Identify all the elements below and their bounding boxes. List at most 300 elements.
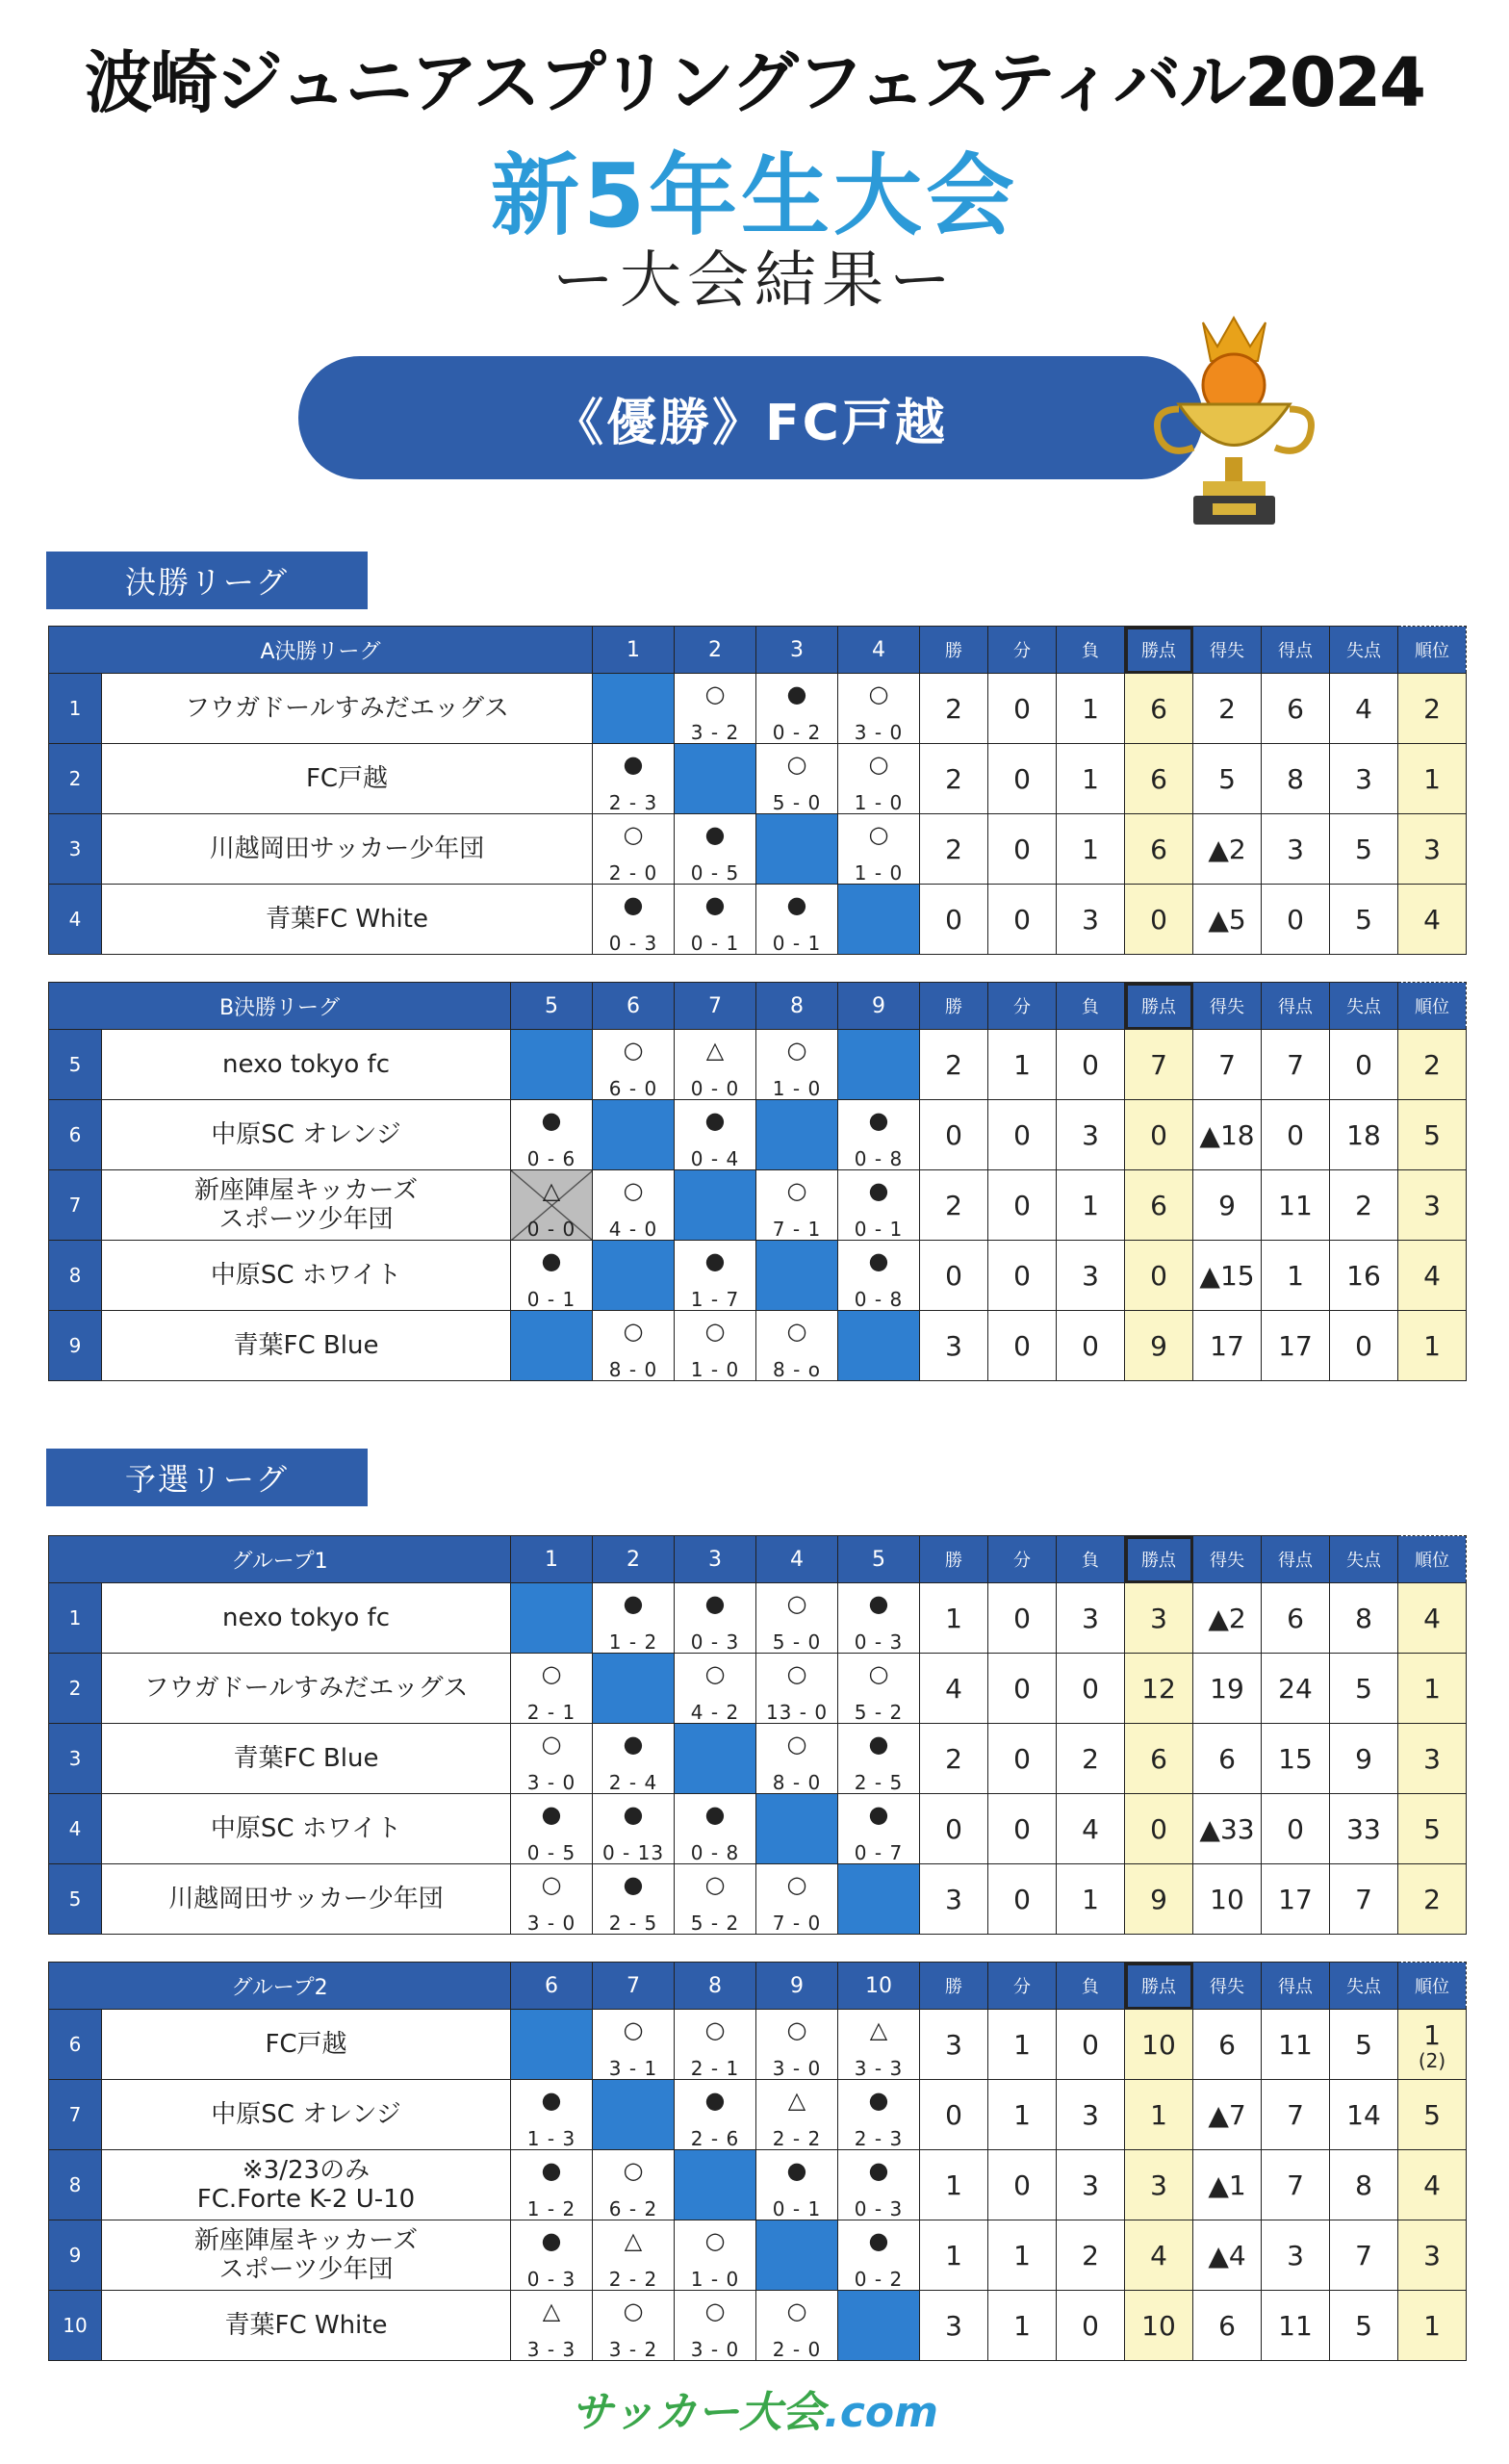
goals-against-value: 5 bbox=[1355, 1672, 1372, 1705]
draws bbox=[988, 885, 1057, 955]
match-result bbox=[593, 1794, 675, 1864]
goals-against bbox=[1330, 814, 1398, 885]
result-symbol: ○ bbox=[623, 821, 644, 848]
match-score: 3 - 0 bbox=[526, 1912, 576, 1935]
match-score: 2 - 4 bbox=[608, 1771, 658, 1794]
opponent-col-header: 7 bbox=[593, 1963, 675, 2010]
match-score: 0 - 0 bbox=[690, 1077, 740, 1100]
result-symbol: ● bbox=[704, 1247, 726, 1274]
goal-diff-value: ▲2 bbox=[1208, 1602, 1246, 1634]
rank bbox=[1398, 1724, 1467, 1794]
points-value: 0 bbox=[1150, 1812, 1167, 1845]
league-table-a bbox=[48, 626, 1467, 955]
league-name: グループ1 bbox=[49, 1536, 511, 1583]
match-result bbox=[675, 1654, 756, 1724]
match-score: 0 - 3 bbox=[854, 2197, 904, 2220]
match-score: 0 - 8 bbox=[690, 1841, 740, 1864]
goals-against-value: 9 bbox=[1355, 1742, 1372, 1775]
team-name: 中原SC ホワイト bbox=[102, 1794, 511, 1864]
match-score: 2 - 5 bbox=[608, 1912, 658, 1935]
rank-value: 1 bbox=[1423, 2018, 1441, 2051]
opponent-col-header: 10 bbox=[838, 1963, 920, 2010]
wins-value: 2 bbox=[945, 833, 962, 865]
rank bbox=[1398, 1864, 1467, 1935]
result-symbol: ● bbox=[786, 680, 807, 707]
match-result bbox=[593, 2150, 675, 2220]
rank-value: 2 bbox=[1423, 1883, 1441, 1915]
match-result bbox=[511, 1100, 593, 1170]
rank bbox=[1398, 2220, 1467, 2291]
draws bbox=[988, 744, 1057, 814]
losses-value: 3 bbox=[1082, 2169, 1099, 2201]
match-result bbox=[511, 2150, 593, 2220]
result-symbol: ○ bbox=[623, 1037, 644, 1064]
rank bbox=[1398, 1583, 1467, 1654]
losses bbox=[1057, 814, 1125, 885]
goals-against bbox=[1330, 674, 1398, 744]
team-name: ※3/23のみ FC.Forte K-2 U-10 bbox=[102, 2150, 511, 2220]
goal-diff-value: ▲1 bbox=[1208, 2169, 1246, 2201]
match-score: 2 - 1 bbox=[690, 2057, 740, 2080]
match-score: 1 - 2 bbox=[608, 1630, 658, 1654]
goals-against bbox=[1330, 1100, 1398, 1170]
match-result bbox=[675, 2080, 756, 2150]
rank-value: 3 bbox=[1423, 1189, 1441, 1221]
team-number: 3 bbox=[49, 814, 102, 885]
section-prelim-league: 予選リーグ bbox=[46, 1449, 368, 1506]
match-score: 5 - 2 bbox=[854, 1701, 904, 1724]
losses-value: 1 bbox=[1082, 833, 1099, 865]
losses-value: 1 bbox=[1082, 1883, 1099, 1915]
team-number: 9 bbox=[49, 1311, 102, 1381]
result-symbol: ○ bbox=[704, 1871, 726, 1898]
result-symbol: ○ bbox=[868, 1660, 889, 1687]
table-row bbox=[49, 2220, 1467, 2291]
points bbox=[1125, 674, 1193, 744]
result-symbol: △ bbox=[787, 2087, 806, 2114]
result-symbol: ○ bbox=[786, 1037, 807, 1064]
match-result bbox=[593, 1583, 675, 1654]
goal-diff bbox=[1193, 2150, 1262, 2220]
match-score: 0 - 3 bbox=[608, 932, 658, 955]
result-symbol: △ bbox=[542, 1177, 561, 1204]
goals-for bbox=[1262, 744, 1330, 814]
goals-against bbox=[1330, 1724, 1398, 1794]
losses-value: 0 bbox=[1082, 1048, 1099, 1081]
points-value: 9 bbox=[1150, 1883, 1167, 1915]
draws-value: 0 bbox=[1013, 833, 1031, 865]
stat-col-header: 順位 bbox=[1398, 1536, 1467, 1583]
team-name: 青葉FC White bbox=[102, 2291, 511, 2361]
draws bbox=[988, 2220, 1057, 2291]
goal-diff-value: 6 bbox=[1218, 1742, 1236, 1775]
match-result bbox=[675, 814, 756, 885]
draws-value: 0 bbox=[1013, 1812, 1031, 1845]
match-result bbox=[756, 2010, 838, 2080]
rank bbox=[1398, 814, 1467, 885]
goal-diff-value: ▲7 bbox=[1208, 2098, 1246, 2131]
stat-col-header: 得点 bbox=[1262, 1963, 1330, 2010]
draws bbox=[988, 674, 1057, 744]
goals-for-value: 15 bbox=[1278, 1742, 1313, 1775]
opponent-col-header: 7 bbox=[675, 983, 756, 1030]
result-symbol: ○ bbox=[786, 2297, 807, 2324]
rank-value: 5 bbox=[1423, 2098, 1441, 2131]
losses bbox=[1057, 1794, 1125, 1864]
match-result bbox=[675, 1794, 756, 1864]
draws-value: 1 bbox=[1013, 2098, 1031, 2131]
losses bbox=[1057, 1654, 1125, 1724]
points-value: 10 bbox=[1141, 2309, 1176, 2342]
goals-for-value: 7 bbox=[1287, 2098, 1304, 2131]
goal-diff-value: 2 bbox=[1218, 692, 1236, 725]
match-score: 0 - 4 bbox=[690, 1147, 740, 1170]
goals-for bbox=[1262, 814, 1330, 885]
team-name: 川越岡田サッカー少年団 bbox=[102, 1864, 511, 1935]
wins bbox=[920, 1794, 988, 1864]
result-symbol: ● bbox=[786, 2157, 807, 2184]
result-symbol: ● bbox=[868, 1801, 889, 1828]
wins-value: 0 bbox=[945, 1118, 962, 1151]
result-symbol: △ bbox=[705, 1037, 725, 1064]
result-symbol: △ bbox=[869, 2016, 888, 2043]
goal-diff-value: 7 bbox=[1218, 1048, 1236, 1081]
team-name: フウガドールすみだエッグス bbox=[102, 1654, 511, 1724]
goals-for-value: 11 bbox=[1278, 2028, 1313, 2061]
table-row bbox=[49, 1241, 1467, 1311]
draws bbox=[988, 1311, 1057, 1381]
goal-diff-value: ▲4 bbox=[1208, 2239, 1246, 2272]
table-row bbox=[49, 814, 1467, 885]
result-symbol: ○ bbox=[704, 2227, 726, 2254]
goals-for-value: 24 bbox=[1278, 1672, 1313, 1705]
draws-value: 0 bbox=[1013, 1883, 1031, 1915]
winner-text: 《優勝》FC戸越 bbox=[553, 394, 948, 452]
goal-diff bbox=[1193, 1794, 1262, 1864]
goals-for-value: 6 bbox=[1287, 692, 1304, 725]
goals-for bbox=[1262, 885, 1330, 955]
goals-for bbox=[1262, 1100, 1330, 1170]
stat-col-header: 負 bbox=[1057, 627, 1125, 674]
team-name: 新座陣屋キッカーズ スポーツ少年団 bbox=[102, 2220, 511, 2291]
losses bbox=[1057, 1311, 1125, 1381]
draws bbox=[988, 1654, 1057, 1724]
table-row bbox=[49, 1100, 1467, 1170]
losses-value: 0 bbox=[1082, 1329, 1099, 1362]
self-match-cell bbox=[838, 885, 920, 955]
points-value: 4 bbox=[1150, 2239, 1167, 2272]
wins bbox=[920, 1864, 988, 1935]
team-name: 中原SC ホワイト bbox=[102, 1241, 511, 1311]
match-result bbox=[675, 2010, 756, 2080]
goal-diff bbox=[1193, 1864, 1262, 1935]
match-score: 13 - 0 bbox=[765, 1701, 829, 1724]
wins bbox=[920, 1030, 988, 1100]
points bbox=[1125, 2150, 1193, 2220]
points-value: 0 bbox=[1150, 1259, 1167, 1292]
self-match-cell bbox=[756, 1241, 838, 1311]
goals-against-value: 5 bbox=[1355, 903, 1372, 936]
draws bbox=[988, 1794, 1057, 1864]
draws bbox=[988, 1100, 1057, 1170]
rank bbox=[1398, 2010, 1467, 2080]
self-match-cell bbox=[756, 814, 838, 885]
wins bbox=[920, 1170, 988, 1241]
team-number: 8 bbox=[49, 2150, 102, 2220]
losses bbox=[1057, 1724, 1125, 1794]
losses-value: 3 bbox=[1082, 1259, 1099, 1292]
match-score: 2 - 6 bbox=[690, 2127, 740, 2150]
result-symbol: ● bbox=[868, 2087, 889, 2114]
goal-diff bbox=[1193, 1583, 1262, 1654]
goals-against-value: 7 bbox=[1355, 1883, 1372, 1915]
losses bbox=[1057, 744, 1125, 814]
self-match-cell bbox=[593, 2080, 675, 2150]
losses bbox=[1057, 1864, 1125, 1935]
goal-diff bbox=[1193, 744, 1262, 814]
goals-against-value: 8 bbox=[1355, 2169, 1372, 2201]
goals-for-value: 7 bbox=[1287, 1048, 1304, 1081]
team-number: 6 bbox=[49, 2010, 102, 2080]
match-result bbox=[675, 2220, 756, 2291]
match-result bbox=[838, 2080, 920, 2150]
result-symbol: ● bbox=[541, 2157, 562, 2184]
wins-value: 2 bbox=[945, 692, 962, 725]
team-number: 7 bbox=[49, 1170, 102, 1241]
losses bbox=[1057, 2010, 1125, 2080]
section-final-league: 決勝リーグ bbox=[46, 552, 368, 609]
wins bbox=[920, 1724, 988, 1794]
result-symbol: ● bbox=[704, 821, 726, 848]
rank-value: 4 bbox=[1423, 2169, 1441, 2201]
goals-for bbox=[1262, 1864, 1330, 1935]
match-result bbox=[511, 1170, 593, 1241]
points-value: 10 bbox=[1141, 2028, 1176, 2061]
wins bbox=[920, 2291, 988, 2361]
wins-value: 2 bbox=[945, 762, 962, 795]
result-symbol: ○ bbox=[704, 2297, 726, 2324]
opponent-col-header: 5 bbox=[838, 1536, 920, 1583]
result-symbol: ● bbox=[623, 891, 644, 918]
match-score: 1 - 3 bbox=[526, 2127, 576, 2150]
rank-value: 4 bbox=[1423, 1259, 1441, 1292]
match-score: 7 - 0 bbox=[772, 1912, 822, 1935]
team-name: 中原SC オレンジ bbox=[102, 1100, 511, 1170]
team-name: 新座陣屋キッカーズ スポーツ少年団 bbox=[102, 1170, 511, 1241]
goal-diff bbox=[1193, 2220, 1262, 2291]
draws-value: 1 bbox=[1013, 2028, 1031, 2061]
match-score: 2 - 0 bbox=[772, 2338, 822, 2361]
draws bbox=[988, 1724, 1057, 1794]
result-symbol: ● bbox=[868, 1247, 889, 1274]
match-score: 2 - 2 bbox=[772, 2127, 822, 2150]
points bbox=[1125, 2220, 1193, 2291]
opponent-col-header: 6 bbox=[511, 1963, 593, 2010]
team-number: 6 bbox=[49, 1100, 102, 1170]
match-score: 1 - 0 bbox=[690, 2268, 740, 2291]
goals-for bbox=[1262, 1583, 1330, 1654]
wins-value: 0 bbox=[945, 2098, 962, 2131]
winner-banner bbox=[298, 356, 1203, 479]
result-symbol: ● bbox=[704, 1590, 726, 1617]
goals-for bbox=[1262, 674, 1330, 744]
losses-value: 3 bbox=[1082, 2098, 1099, 2131]
goals-against bbox=[1330, 885, 1398, 955]
match-result bbox=[593, 2220, 675, 2291]
draws-value: 1 bbox=[1013, 1048, 1031, 1081]
draws bbox=[988, 2291, 1057, 2361]
match-result bbox=[675, 2291, 756, 2361]
points bbox=[1125, 1654, 1193, 1724]
draws bbox=[988, 1241, 1057, 1311]
table-row bbox=[49, 1724, 1467, 1794]
result-symbol: ● bbox=[541, 1801, 562, 1828]
rank bbox=[1398, 1100, 1467, 1170]
match-result bbox=[838, 1241, 920, 1311]
wins bbox=[920, 885, 988, 955]
wins-value: 4 bbox=[945, 1672, 962, 1705]
wins-value: 0 bbox=[945, 903, 962, 936]
result-symbol: ○ bbox=[704, 1318, 726, 1345]
match-score: 0 - 1 bbox=[690, 932, 740, 955]
points-value: 6 bbox=[1150, 1742, 1167, 1775]
match-result bbox=[838, 674, 920, 744]
self-match-cell bbox=[838, 1311, 920, 1381]
table-row bbox=[49, 885, 1467, 955]
draws bbox=[988, 1864, 1057, 1935]
match-score: 0 - 2 bbox=[854, 2268, 904, 2291]
team-number: 1 bbox=[49, 1583, 102, 1654]
result-symbol: ● bbox=[868, 1731, 889, 1758]
self-match-cell bbox=[511, 2010, 593, 2080]
stat-col-header: 分 bbox=[988, 1536, 1057, 1583]
rank-value: 2 bbox=[1423, 1048, 1441, 1081]
goals-against bbox=[1330, 2010, 1398, 2080]
stat-col-header: 勝点 bbox=[1125, 983, 1193, 1030]
wins bbox=[920, 2010, 988, 2080]
match-result bbox=[593, 2291, 675, 2361]
match-score: 3 - 3 bbox=[854, 2057, 904, 2080]
result-symbol: ● bbox=[541, 2227, 562, 2254]
result-symbol: ○ bbox=[868, 751, 889, 778]
points bbox=[1125, 2291, 1193, 2361]
opponent-col-header: 9 bbox=[756, 1963, 838, 2010]
wins bbox=[920, 1311, 988, 1381]
rank-value: 1 bbox=[1423, 762, 1441, 795]
goals-against-value: 33 bbox=[1346, 1812, 1381, 1845]
stat-col-header: 勝点 bbox=[1125, 1963, 1193, 2010]
goals-for bbox=[1262, 1241, 1330, 1311]
footer-domain: .com bbox=[824, 2388, 938, 2437]
match-score: 0 - 5 bbox=[526, 1841, 576, 1864]
match-score: 5 - 2 bbox=[690, 1912, 740, 1935]
result-symbol: ○ bbox=[623, 1318, 644, 1345]
draws-value: 0 bbox=[1013, 1189, 1031, 1221]
table-row bbox=[49, 1864, 1467, 1935]
goal-diff-value: ▲15 bbox=[1199, 1259, 1255, 1292]
losses-value: 1 bbox=[1082, 692, 1099, 725]
rank bbox=[1398, 1170, 1467, 1241]
wins bbox=[920, 2080, 988, 2150]
stat-col-header: 得点 bbox=[1262, 1536, 1330, 1583]
self-match-cell bbox=[593, 674, 675, 744]
draws-value: 0 bbox=[1013, 2169, 1031, 2201]
opponent-col-header: 2 bbox=[593, 1536, 675, 1583]
goals-against bbox=[1330, 1030, 1398, 1100]
table-row bbox=[49, 1030, 1467, 1100]
stat-col-header: 分 bbox=[988, 983, 1057, 1030]
match-result bbox=[675, 1864, 756, 1935]
draws-value: 0 bbox=[1013, 903, 1031, 936]
goals-for-value: 0 bbox=[1287, 1118, 1304, 1151]
match-result bbox=[593, 814, 675, 885]
points-value: 6 bbox=[1150, 692, 1167, 725]
result-symbol: ○ bbox=[786, 1590, 807, 1617]
result-symbol: ● bbox=[541, 1107, 562, 1134]
stat-col-header: 分 bbox=[988, 627, 1057, 674]
result-symbol: ● bbox=[704, 891, 726, 918]
self-match-cell bbox=[838, 1030, 920, 1100]
match-score: 1 - 0 bbox=[772, 1077, 822, 1100]
losses bbox=[1057, 674, 1125, 744]
opponent-col-header: 6 bbox=[593, 983, 675, 1030]
table-row bbox=[49, 2150, 1467, 2220]
match-result bbox=[593, 1311, 675, 1381]
rank bbox=[1398, 1241, 1467, 1311]
result-symbol: ● bbox=[868, 2227, 889, 2254]
match-score: 7 - 1 bbox=[772, 1218, 822, 1241]
match-score: 3 - 0 bbox=[772, 2057, 822, 2080]
goals-against bbox=[1330, 1241, 1398, 1311]
self-match-cell bbox=[756, 2220, 838, 2291]
match-result bbox=[511, 2291, 593, 2361]
match-score: 3 - 2 bbox=[608, 2338, 658, 2361]
league-table-b bbox=[48, 982, 1467, 1381]
match-result bbox=[511, 1864, 593, 1935]
team-number: 10 bbox=[49, 2291, 102, 2361]
goals-for-value: 17 bbox=[1278, 1329, 1313, 1362]
result-symbol: ○ bbox=[868, 821, 889, 848]
match-score: 3 - 2 bbox=[690, 721, 740, 744]
wins-value: 2 bbox=[945, 1048, 962, 1081]
goals-against bbox=[1330, 1654, 1398, 1724]
team-name: nexo tokyo fc bbox=[102, 1030, 511, 1100]
team-name: 青葉FC White bbox=[102, 885, 593, 955]
goal-diff bbox=[1193, 885, 1262, 955]
losses-value: 0 bbox=[1082, 2309, 1099, 2342]
rank bbox=[1398, 1311, 1467, 1381]
losses bbox=[1057, 2150, 1125, 2220]
draws-value: 0 bbox=[1013, 1329, 1031, 1362]
rank-value: 4 bbox=[1423, 903, 1441, 936]
points-value: 3 bbox=[1150, 2169, 1167, 2201]
goals-for bbox=[1262, 2150, 1330, 2220]
team-number: 5 bbox=[49, 1030, 102, 1100]
goals-for-value: 6 bbox=[1287, 1602, 1304, 1634]
points-value: 9 bbox=[1150, 1329, 1167, 1362]
draws bbox=[988, 1170, 1057, 1241]
match-score: 2 - 5 bbox=[854, 1771, 904, 1794]
goals-against bbox=[1330, 744, 1398, 814]
team-number: 3 bbox=[49, 1724, 102, 1794]
result-symbol: ○ bbox=[786, 1731, 807, 1758]
losses bbox=[1057, 1170, 1125, 1241]
goals-against-value: 14 bbox=[1346, 2098, 1381, 2131]
team-name: 青葉FC Blue bbox=[102, 1311, 511, 1381]
match-score: 1 - 0 bbox=[854, 791, 904, 814]
team-number: 5 bbox=[49, 1864, 102, 1935]
match-result bbox=[838, 1794, 920, 1864]
